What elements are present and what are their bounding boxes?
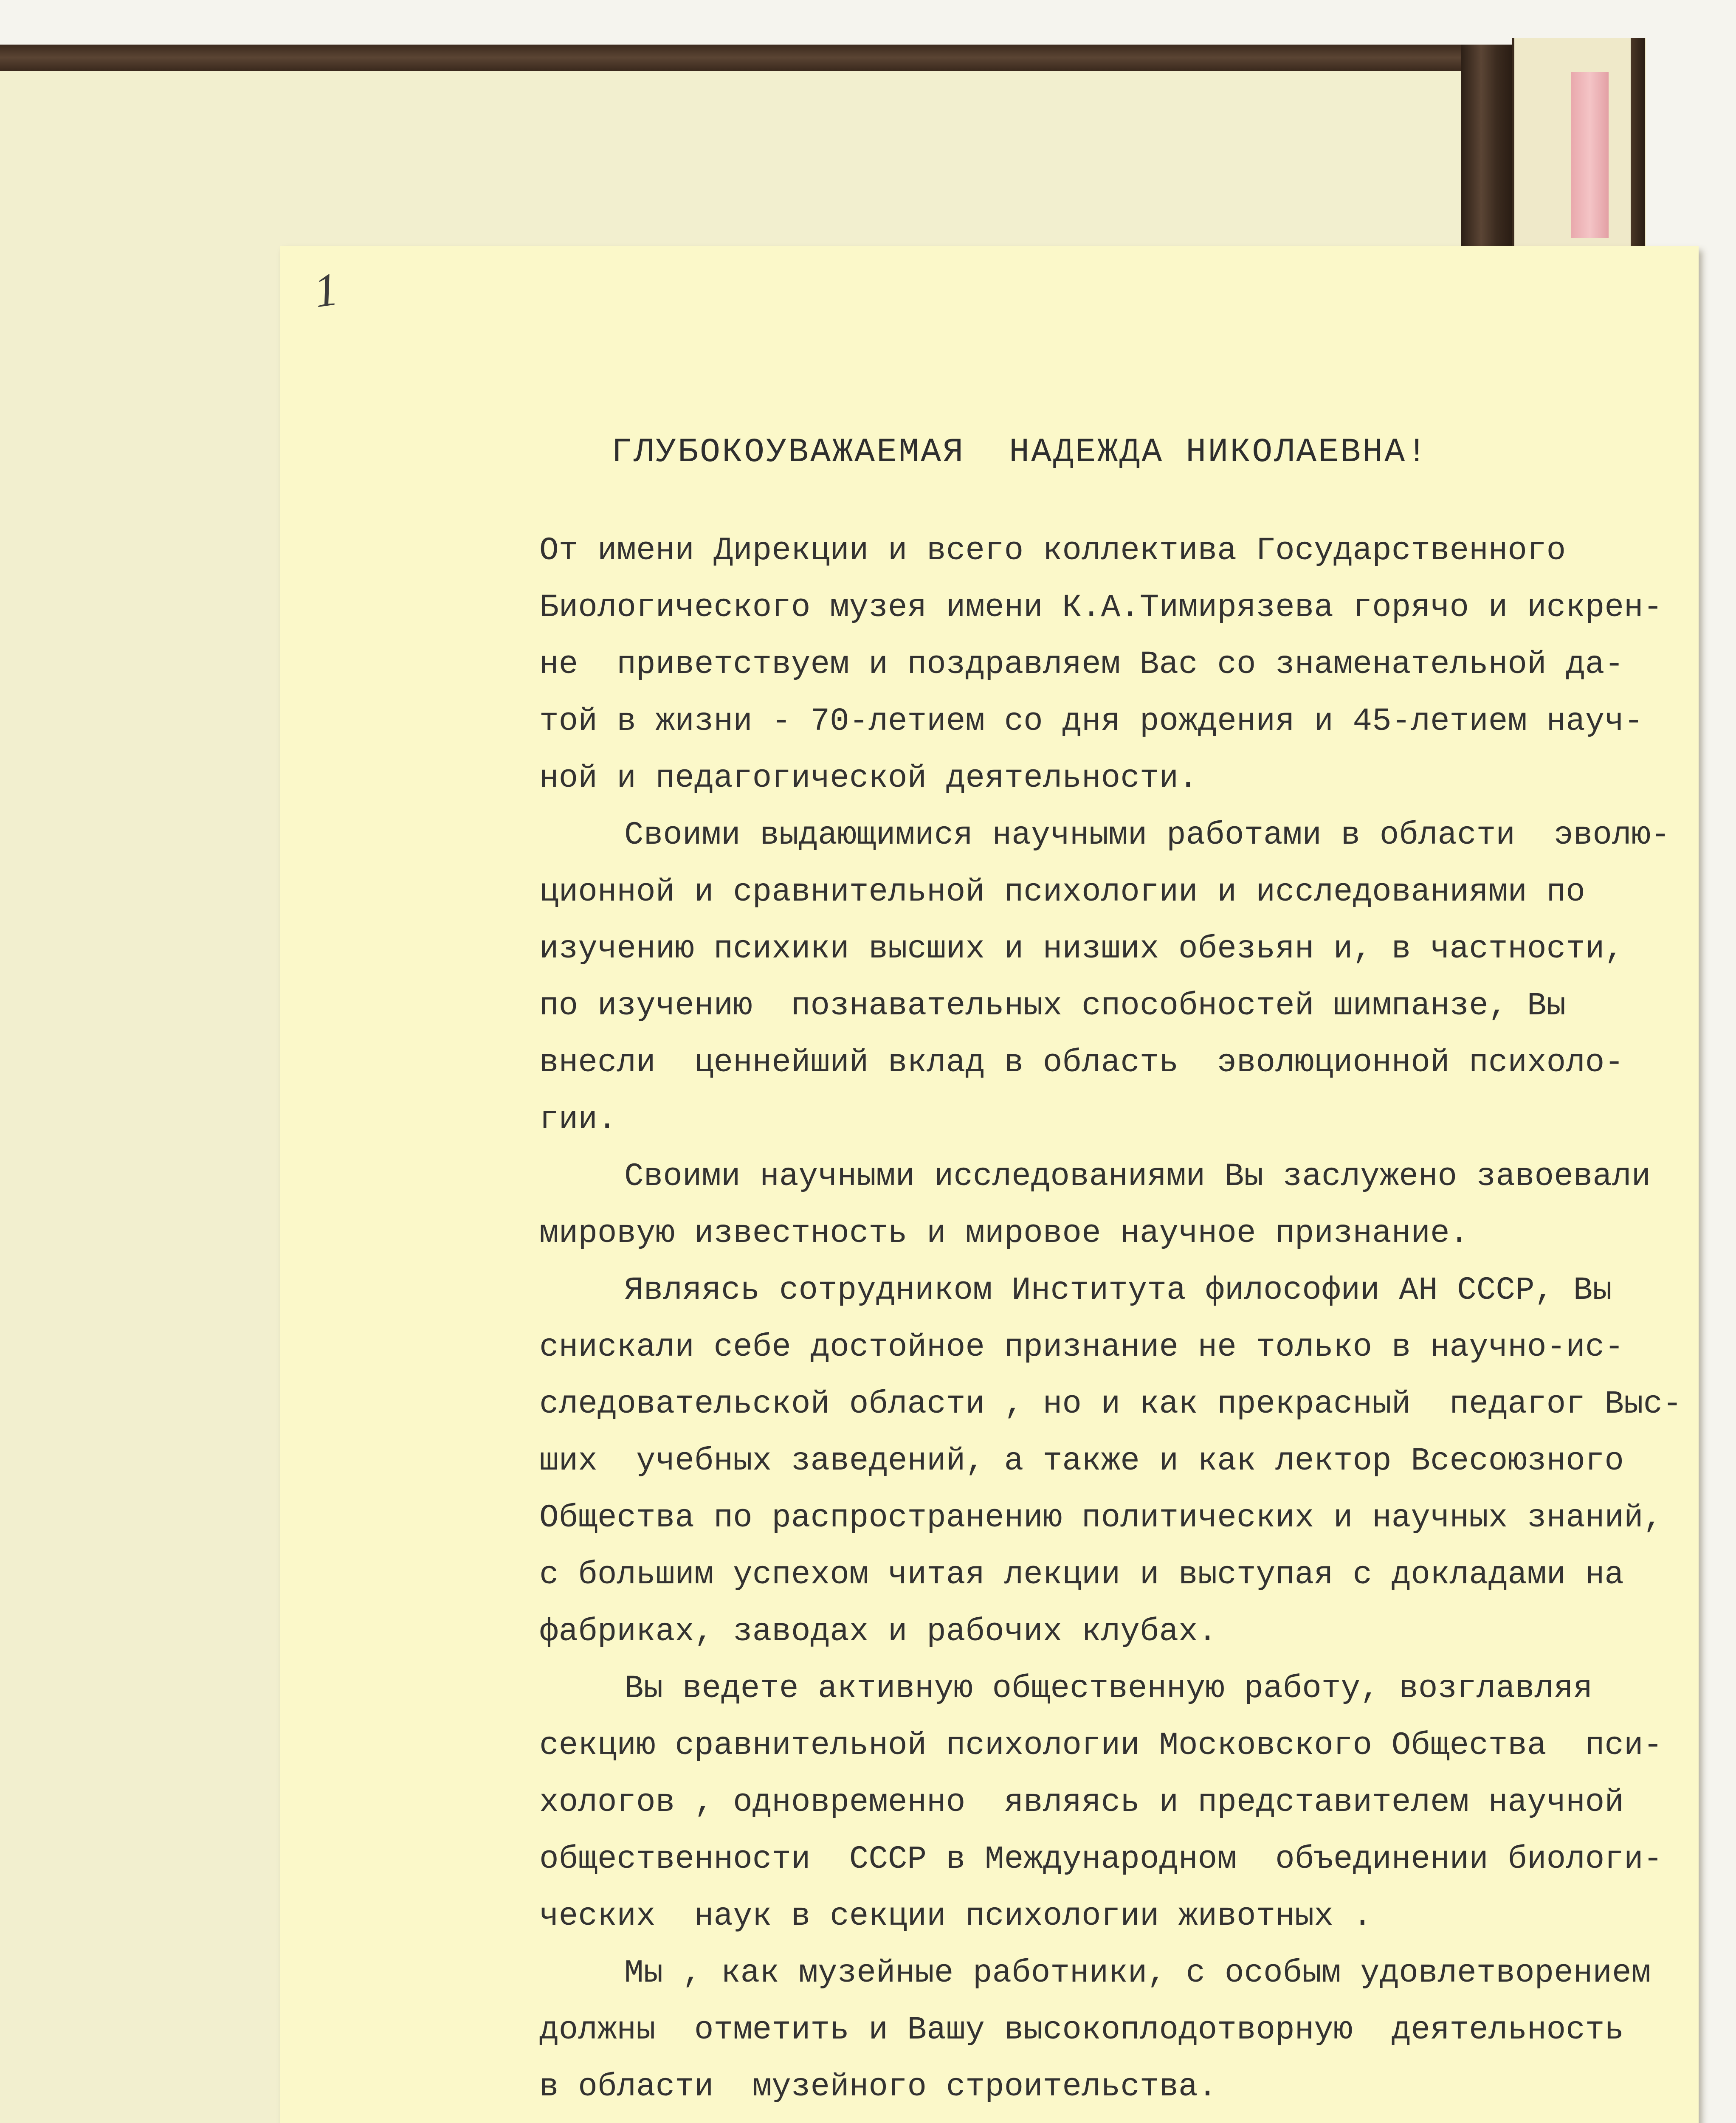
letter-line: ческих наук в секции психологии животных .: [539, 1898, 1372, 1934]
letter-line: ной и педагогической деятельности.: [539, 760, 1198, 797]
letter-sheet: [280, 246, 1699, 2123]
letter-line: по изучению познавательных способностей шимпанзе, Вы: [539, 988, 1566, 1024]
letter-line: Общества по распространению политических и научных знаний,: [539, 1500, 1663, 1536]
letter-paragraph: [539, 522, 1677, 807]
letter-line: не приветствуем и поздравляем Вас со знаменательной да-: [539, 646, 1624, 683]
letter-line: гии.: [539, 1101, 617, 1138]
letter-line: снискали себе достойное признание не только в научно-ис-: [539, 1329, 1624, 1366]
letter-paragraph: [539, 1945, 1677, 2115]
letter-line: секцию сравнительной психологии Московского Общества пси-: [539, 1727, 1663, 1764]
folder-top-edge: [0, 45, 1643, 71]
letter-line: ших учебных заведений, а также и как лектор Всесоюзного: [539, 1443, 1624, 1479]
letter-line: изучению психики высших и низших обезьян и, в частности,: [539, 931, 1624, 967]
letter-paragraph: [539, 1148, 1677, 1262]
letter-line: Вы ведете активную общественную работу, возглавляя: [624, 1670, 1593, 1707]
letter-line: хологов , одновременно являясь и представителем научной: [539, 1784, 1624, 1821]
letter-line: фабриках, заводах и рабочих клубах.: [539, 1613, 1217, 1650]
letter-line: той в жизни - 70-летием со дня рождения и 45-летием науч-: [539, 703, 1643, 740]
letter-line: следовательской области , но и как прекрасный педагог Выс-: [539, 1386, 1682, 1422]
letter-body: [539, 522, 1682, 2115]
letter-line: От имени Дирекции и всего коллектива Государственного: [539, 532, 1566, 569]
letter-line: Мы , как музейные работники, с особым удовлетворением: [624, 1955, 1651, 1991]
letter-line: с большим успехом читая лекции и выступая с докладами на: [539, 1557, 1624, 1593]
salutation: ГЛУБОКОУВАЖАЕМАЯ НАДЕЖДА НИКОЛАЕВНА!: [612, 433, 1429, 472]
letter-line: в области музейного строительства.: [539, 2069, 1217, 2105]
letter-line: Биологического музея имени К.А.Тимирязева горячо и искрен-: [539, 589, 1663, 626]
letter-line: Своими выдающимися научными работами в области эволю-: [624, 817, 1670, 853]
letter-line: общественности СССР в Международном объединении биологи-: [539, 1841, 1663, 1878]
letter-line: внесли ценнейший вклад в область эволюционной психоло-: [539, 1045, 1624, 1081]
letter-line: Являясь сотрудником Института философии АН СССР, Вы: [624, 1272, 1612, 1309]
letter-paragraph: [539, 1262, 1682, 1660]
bookmark-ribbon-top: [1571, 72, 1609, 238]
letter-paragraph: [539, 807, 1677, 1148]
letter-line: ционной и сравнительной психологии и исследованиями по: [539, 874, 1585, 910]
letter-paragraph: [539, 1660, 1677, 1945]
letter-line: Своими научными исследованиями Вы заслужено завоевали: [624, 1158, 1651, 1195]
letter-line: мировую известность и мировое научное признание.: [539, 1215, 1469, 1252]
page-number: 1: [310, 262, 341, 318]
letter-line: должны отметить и Вашу высокоплодотворную деятельность: [539, 2012, 1624, 2048]
